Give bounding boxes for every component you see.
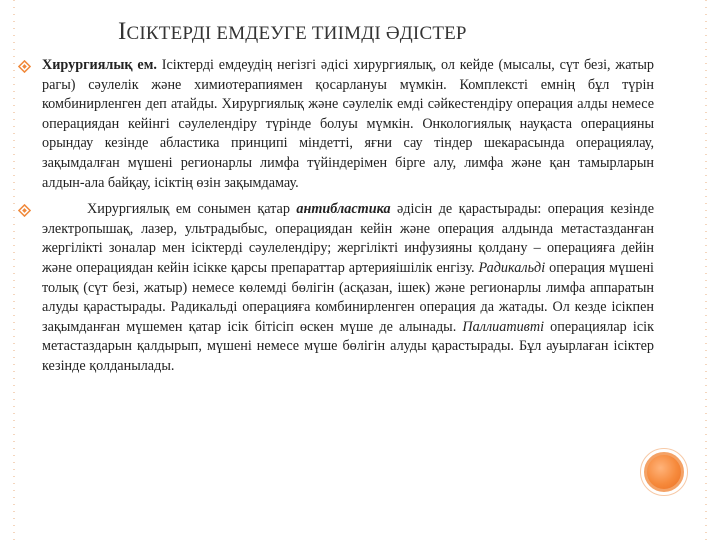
slide-title [118,18,467,46]
paragraph-text-2: әдісін де қарастырады: операция кезінде электропышақ, лазер, ультрадыбыс, операциядан кейін және операция алдында метастазданған жергілікті зоналар мен ісіктерді сәулелендіру; жергілікті инфузияны қолдану – операцияға дейін және операциядан кейін ісікке қарсы препараттар артерияішілік енгізу. [42,201,654,276]
paragraph-text-1: Хирургиялық ем сонымен қатар [87,201,297,218]
title-first-letter: І [118,18,127,45]
paragraph-surgical-treatment [42,56,654,193]
bullet-diamond-icon [18,204,31,217]
orange-circle-icon [644,452,684,492]
paragraph-text-3: операция мүшені толық (сүт безі, жатыр) немесе көлемді бөлігін (асқазан, ішек) және регионарлы лимфа аппаратын алуды қарастырады. Радикальді операцияға комбинирленген операция да жатады. Ол кезде ісікпен зақымданған мүшемен қатар ісік бітісіп өскен мүше де алынады. [42,259,654,335]
slide-content [42,56,654,377]
paragraph-text: Ісіктерді емдеудің негізгі әдісі хирургиялық, ол кейде (мысалы, сүт безі, жатыр рагы) сәулелік және химиотерапиямен қосарлануы мүмкін. Комплексті емнің бұл түрін комбинирленген деп атайды. Хирургиялық және сәулелік емді сәйкестендіру операция алды немесе операциядан кейінгі сәулелендіру түрінде болуы мүмкін. Онкологиялық науқаста операцияны орындау кезінде абластика принципі міндетті, яғни сау тіндер шекарасында операциялау, зақымдалған мүшені регионарлы лимфа түйіндерімен бірге алу, лимфа және қан тамырларын алдын-ала байқау, ісіктің өзін зақымдамау. [42,57,654,191]
paragraph-antiblastics [42,200,654,376]
term-radical: Радикальді [478,259,546,276]
paragraph-text-4: операциялар ісік метастаздарын қалдырып, мүшені немесе мүше бөлігін алуды қарастырады. Бұл ауырлаған ісіктер кезінде қолданылады. [42,318,654,374]
bullet-diamond-icon [18,60,31,73]
term-antiblastics: антибластика [296,201,391,218]
term-palliative: Паллиативті [462,318,545,335]
paragraph-heading: Хирургиялық ем. [42,57,157,73]
title-rest: СІКТЕРДІ ЕМДЕУГЕ ТИІМДІ ӘДІСТЕР [126,23,467,44]
